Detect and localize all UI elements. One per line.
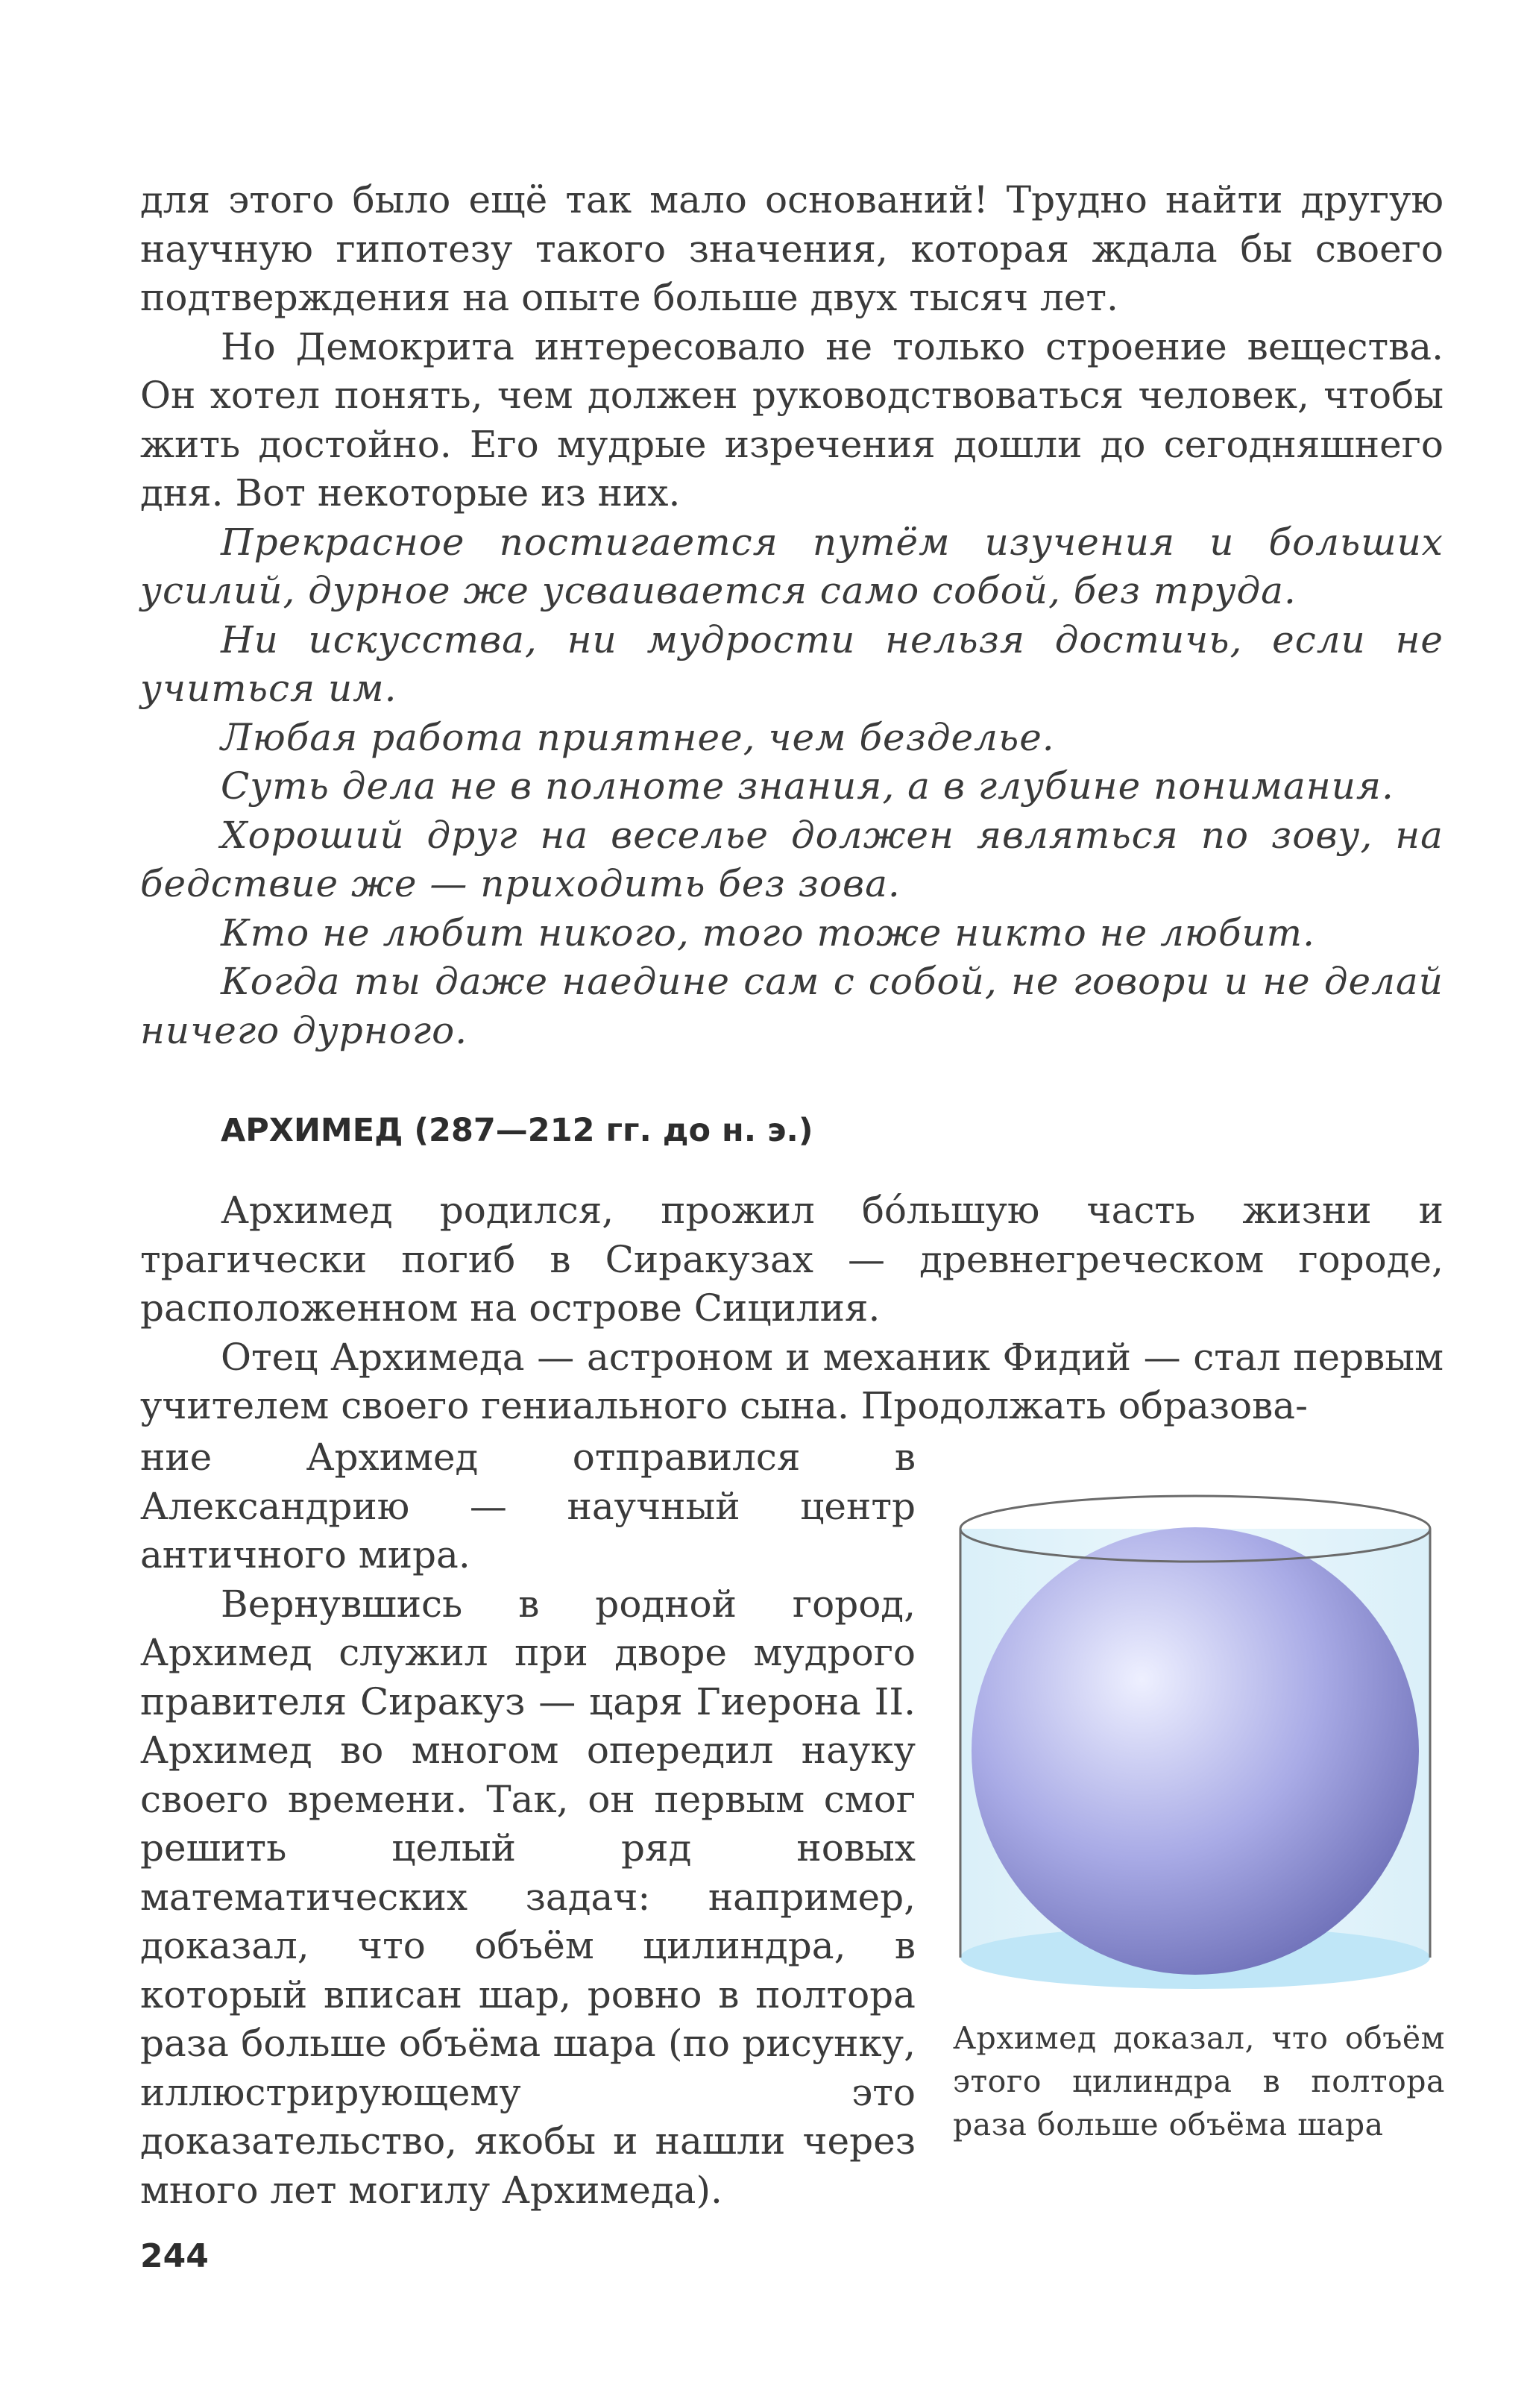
quote-item: Суть дела не в полноте знания, а в глубине понимания. xyxy=(221,764,1394,808)
archimedes-paragraph-1: Архимед родился, прожил бóльшую часть жизни и трагически погиб в Сиракузах — древнегреческом городе, расположенном на острове Сицилия. xyxy=(140,1189,1443,1330)
section-dates: (287—212 гг. до н. э.) xyxy=(414,1112,813,1149)
quote-item: Ни искусства, ни мудрости нельзя достичь, если не учиться им. xyxy=(140,617,1443,710)
quotes-list xyxy=(140,518,1443,1056)
archimedes-paragraph-3: Вернувшись в родной город, Архимед служил при дворе мудрого правителя Сиракуз — царя Гиерона II. Архимед во многом опередил науку своего времени. Так, он первым смог решить целый ряд новых математических задач: например, доказал, что объём цилиндра, в который вписан шар, ровно в полтора раза больше объёма шара (по рисунку, иллюстрирующему это доказательство, якобы и нашли через много лет могилу Архимеда). xyxy=(140,1582,916,2212)
section-title: АРХИМЕД xyxy=(221,1112,403,1149)
quote-item: Когда ты даже наедине сам с собой, не говори и не делай ничего дурного. xyxy=(140,960,1443,1052)
text-column xyxy=(140,1433,916,2215)
quote-item: Любая работа приятнее, чем безделье. xyxy=(221,715,1055,759)
archimedes-paragraph-2-continued: ние Архимед отправился в Александрию — научный центр античного мира. xyxy=(140,1436,916,1576)
figure-caption: Архимед доказал, что объём этого цилиндра в полтора раза больше объёма шара xyxy=(953,2020,1445,2143)
quote-item: Прекрасное постигается путём изучения и больших усилий, дурное же усваивается само собой, без труда. xyxy=(140,520,1443,612)
quote-item: Кто не любит никого, того тоже никто не любит. xyxy=(221,911,1315,955)
cylinder-sphere-figure xyxy=(953,1486,1445,2146)
page-body xyxy=(140,176,1445,2212)
sphere xyxy=(972,1527,1419,1975)
page-number: 244 xyxy=(140,2237,209,2275)
quote-item: Хороший друг на веселье должен являться по зову, на бедствие же — приходить без зова. xyxy=(140,813,1443,905)
archimedes-intro xyxy=(140,1186,1443,1431)
intro-paragraph-2: Но Демокрита интересовало не только строение вещества. Он хотел понять, чем должен руководствоваться человек, чтобы жить достойно. Его мудрые изречения дошли до сегодняшнего дня. Вот некоторые из них. xyxy=(140,324,1443,515)
intro-paragraph-1: для этого было ещё так мало оснований! Трудно найти другую научную гипотезу такого значения, которая ждала бы своего подтверждения на опыте больше двух тысяч лет. xyxy=(140,178,1443,319)
section-heading xyxy=(221,1112,813,1149)
cylinder-sphere-illustration xyxy=(953,1486,1445,2000)
archimedes-paragraph-2: Отец Архимеда — астроном и механик Фидий — стал первым учителем своего гениального сына. Продолжать образова- xyxy=(140,1335,1443,1427)
